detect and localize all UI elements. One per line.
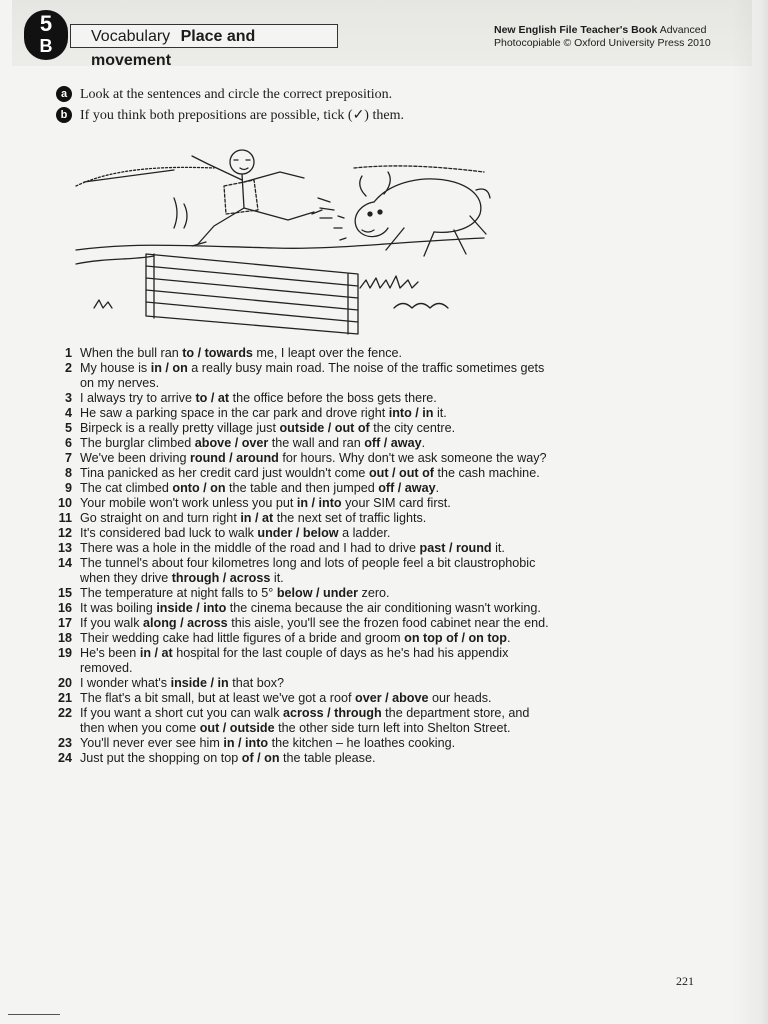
sentence-text: that box?: [228, 676, 285, 690]
exercise-number: 12: [57, 526, 72, 540]
exercise-item: [50, 481, 550, 496]
sentence-text: .: [506, 631, 511, 645]
sentence-text: We've been driving: [80, 451, 190, 465]
instruction-text: Look at the sentences and circle the correct preposition.: [80, 87, 393, 102]
sentence-text: our heads.: [428, 691, 492, 705]
preposition-choice[interactable]: off / away: [364, 436, 422, 450]
sentence-text: Tina panicked as her credit card just wouldn't come: [80, 466, 369, 480]
preposition-choice[interactable]: in / into: [223, 736, 269, 750]
exercise-number: 1: [64, 346, 72, 360]
sentence-text: I wonder what's: [80, 676, 171, 690]
book-level: Advanced: [659, 24, 707, 36]
sentence-text: it.: [270, 571, 284, 585]
preposition-choice[interactable]: onto / on: [172, 481, 226, 495]
exercise-item: [50, 391, 550, 406]
sentence-text: the office before the boss gets there.: [229, 391, 437, 405]
preposition-choice[interactable]: out / out of: [368, 466, 434, 480]
sentence-text: The temperature at night falls to 5°: [80, 586, 277, 600]
preposition-choice[interactable]: round / around: [189, 451, 279, 465]
preposition-choice[interactable]: out / outside: [199, 721, 275, 735]
exercise-list: [50, 346, 550, 766]
sentence-text: zero.: [358, 586, 390, 600]
sentence-text: It's considered bad luck to walk: [80, 526, 258, 540]
sentence-text: .: [421, 436, 426, 450]
exercise-number: 13: [57, 541, 72, 555]
sentence-text: Birpeck is a really pretty village just: [80, 421, 280, 435]
preposition-choice[interactable]: above / over: [194, 436, 269, 450]
section-title: [70, 24, 338, 69]
preposition-choice[interactable]: to / towards: [182, 346, 253, 360]
page-edge-shadow: [732, 0, 768, 1024]
exercise-number: 21: [57, 691, 72, 705]
publisher-info: [494, 24, 711, 50]
exercise-number: 7: [64, 451, 72, 465]
sentence-text: He's been: [80, 646, 140, 660]
book-title: New English File Teacher's Book: [494, 24, 658, 36]
sentence-text: The flat's a bit small, but at least we've got a roof: [80, 691, 356, 705]
exercise-item: [50, 751, 550, 766]
exercise-number: 24: [57, 751, 72, 765]
copyright-notice: Photocopiable © Oxford University Press 2010: [494, 37, 711, 49]
sentence-text: The tunnel's about four kilometres long and lots of people feel a bit claustrophobic when they drive: [80, 556, 536, 585]
exercise-item: [50, 361, 550, 391]
exercise-number: 15: [57, 586, 72, 600]
exercise-item: [50, 646, 550, 676]
sentence-text: the table please.: [279, 751, 376, 765]
instruction-b: [56, 107, 404, 124]
sentence-text: the city centre.: [369, 421, 456, 435]
exercise-item: [50, 346, 550, 361]
unit-badge: [24, 10, 68, 60]
sentence-text: hospital for the last couple of days as he's had his appendix removed.: [80, 646, 509, 675]
sentence-text: the kitchen – he loathes cooking.: [268, 736, 456, 750]
preposition-choice[interactable]: inside / into: [156, 601, 227, 615]
sentence-text: the department store, and then when you come: [80, 706, 530, 735]
unit-number: 5: [39, 11, 53, 36]
preposition-choice[interactable]: through / across: [171, 571, 271, 585]
sentence-text: Just put the shopping on top: [80, 751, 242, 765]
sentence-text: the table and then jumped: [225, 481, 379, 495]
sentence-text: The cat climbed: [80, 481, 173, 495]
exercise-number: 17: [57, 616, 72, 630]
sentence-text: a really busy main road. The noise of the traffic sometimes gets on my nerves.: [80, 361, 545, 390]
preposition-choice[interactable]: across / through: [283, 706, 382, 720]
exercise-item: [50, 526, 550, 541]
sentence-text: the other side turn left into Shelton Street.: [274, 721, 511, 735]
sentence-text: My house is: [80, 361, 151, 375]
preposition-choice[interactable]: below / under: [276, 586, 359, 600]
section-label: Vocabulary: [91, 28, 171, 45]
exercise-number: 18: [57, 631, 72, 645]
exercise-item: [50, 706, 550, 736]
exercise-number: 6: [64, 436, 72, 450]
exercise-number: 8: [64, 466, 72, 480]
exercise-item: [50, 586, 550, 601]
exercise-item: [50, 451, 550, 466]
exercise-item: [50, 541, 550, 556]
preposition-choice[interactable]: to / at: [195, 391, 230, 405]
sentence-text: the cash machine.: [433, 466, 540, 480]
preposition-choice[interactable]: outside / out of: [279, 421, 370, 435]
exercise-number: 10: [57, 496, 72, 510]
instruction-marker: b: [56, 107, 72, 123]
exercise-item: [50, 436, 550, 451]
preposition-choice[interactable]: in / at: [139, 646, 173, 660]
footer-rule: [8, 1014, 60, 1015]
sentence-text: a ladder.: [338, 526, 391, 540]
exercise-item: [50, 496, 550, 511]
exercise-number: 23: [57, 736, 72, 750]
preposition-choice[interactable]: in / into: [296, 496, 342, 510]
exercise-number: 14: [57, 556, 72, 570]
sentence-text: Your mobile won't work unless you put: [80, 496, 297, 510]
sentence-text: You'll never ever see him: [80, 736, 224, 750]
exercise-item: [50, 601, 550, 616]
exercise-item: [50, 736, 550, 751]
exercise-item: [50, 556, 550, 586]
unit-letter: B: [39, 36, 53, 56]
sentence-text: the wall and ran: [268, 436, 365, 450]
sentence-text: If you want a short cut you can walk: [80, 706, 284, 720]
exercise-number: 4: [64, 406, 72, 420]
man-jumping-fence-chased-by-bull-illustration: [74, 138, 494, 338]
sentence-text: .: [435, 481, 440, 495]
preposition-choice[interactable]: past / round: [419, 541, 492, 555]
sentence-text: it.: [433, 406, 447, 420]
preposition-choice[interactable]: under / below: [257, 526, 339, 540]
sentence-text: the cinema because the air conditioning wasn't working.: [226, 601, 541, 615]
sentence-text: your SIM card first.: [341, 496, 451, 510]
sentence-text: for hours. Why don't we ask someone the way?: [278, 451, 547, 465]
sentence-text: When the bull ran: [80, 346, 183, 360]
sentence-text: the next set of traffic lights.: [273, 511, 427, 525]
sentence-text: The burglar climbed: [80, 436, 195, 450]
sentence-text: If you walk: [80, 616, 143, 630]
instruction-text: If you think both prepositions are possible, tick (✓) them.: [80, 108, 404, 123]
exercise-number: 20: [57, 676, 72, 690]
sentence-text: There was a hole in the middle of the road and I had to drive: [80, 541, 420, 555]
sentence-text: it.: [491, 541, 505, 555]
preposition-choice[interactable]: over / above: [355, 691, 429, 705]
exercise-item: [50, 406, 550, 421]
exercise-item: [50, 421, 550, 436]
exercise-number: 19: [57, 646, 72, 660]
instruction-marker: a: [56, 86, 72, 102]
exercise-number: 16: [57, 601, 72, 615]
exercise-item: [50, 616, 550, 631]
instruction-a: [56, 86, 392, 103]
exercise-number: 3: [64, 391, 72, 405]
preposition-choice[interactable]: into / in: [388, 406, 434, 420]
exercise-number: 11: [58, 511, 72, 525]
exercise-item: [50, 466, 550, 481]
exercise-item: [50, 676, 550, 691]
sentence-text: He saw a parking space in the car park and drove right: [80, 406, 389, 420]
exercise-item: [50, 631, 550, 646]
preposition-choice[interactable]: of / on: [241, 751, 280, 765]
sentence-text: this aisle, you'll see the frozen food cabinet near the end.: [227, 616, 549, 630]
sentence-text: It was boiling: [80, 601, 157, 615]
sentence-text: Their wedding cake had little figures of a bride and groom: [80, 631, 405, 645]
exercise-number: 5: [64, 421, 72, 435]
exercise-number: 9: [64, 481, 72, 495]
sentence-text: I always try to arrive: [80, 391, 196, 405]
preposition-choice[interactable]: in / at: [240, 511, 274, 525]
exercise-item: [50, 511, 550, 526]
preposition-choice[interactable]: along / across: [143, 616, 228, 630]
exercise-item: [50, 691, 550, 706]
exercise-number: 2: [64, 361, 72, 375]
preposition-choice[interactable]: off / away: [378, 481, 436, 495]
page-number: 221: [676, 974, 694, 988]
section-topic: Place and movement: [91, 28, 256, 69]
exercise-number: 22: [57, 706, 72, 720]
preposition-choice[interactable]: on top of / on top: [404, 631, 507, 645]
sentence-text: me, I leapt over the fence.: [252, 346, 402, 360]
sentence-text: Go straight on and turn right: [80, 511, 241, 525]
preposition-choice[interactable]: inside / in: [170, 676, 229, 690]
preposition-choice[interactable]: in / on: [150, 361, 188, 375]
